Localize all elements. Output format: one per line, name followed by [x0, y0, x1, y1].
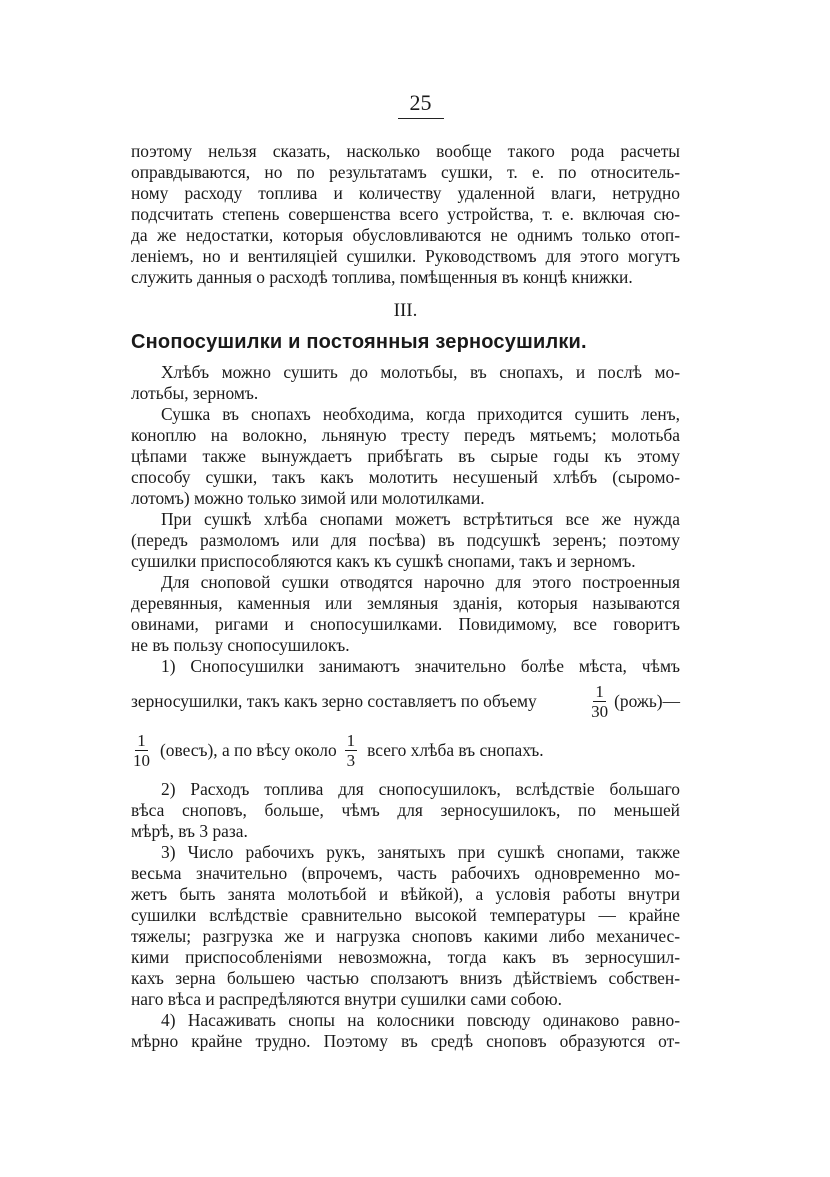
text-line: ному расходу топлива и количеству удаленной влаги, нетрудно [131, 183, 680, 203]
text-line: подсчитать степень совершенства всего устройства, т. е. включая сю- [131, 204, 680, 224]
text-line: деревянныя, каменныя или земляныя зданія, которыя называются [131, 593, 680, 613]
text-line: вѣса сноповъ, больше, чѣмъ для зерносушилокъ, по меньшей [131, 800, 680, 820]
list-item-4 [131, 1010, 680, 1052]
book-page [131, 88, 680, 1052]
fraction-denominator: 30 [591, 701, 609, 721]
text-line: оправдываются, но по результатамъ сушки, т. е. по относитель- [131, 162, 680, 182]
list-item-3 [131, 842, 680, 1010]
fraction-one-tenth [131, 731, 152, 770]
text-line: Сушка въ снопахъ необходима, когда приходится сушить ленъ, [161, 404, 680, 424]
text-line: сушилки вслѣдствіе сравнительно высокой температуры — крайне [131, 905, 680, 925]
text-line-with-fraction [131, 679, 680, 723]
text-line: коноплю на волокно, льняную тресту передъ мятьемъ; молотьба [131, 425, 680, 445]
paragraph [131, 362, 680, 404]
text-span: зерносушилки, такъ какъ зерно составляетъ по объему [131, 690, 537, 711]
section-title: Снопосушилки и постоянныя зерносушилки. [131, 331, 587, 353]
paragraph [131, 509, 680, 572]
text-line: мѣрно крайне трудно. Поэтому въ средѣ сноповъ образуются от- [131, 1031, 680, 1051]
text-line: наго вѣса и распредѣляются внутри сушилки сами собою. [131, 989, 562, 1009]
text-line: служить данныя о расходѣ топлива, помѣщенныя въ концѣ книжки. [131, 267, 633, 287]
fraction-one-third [345, 731, 358, 770]
text-line: жетъ быть занята молотьбой и вѣйкой), а условія работы внутри [131, 884, 680, 904]
text-span: (рожь)— [614, 690, 680, 711]
paragraph [131, 404, 680, 509]
text-line: 1) Снопосушилки занимаютъ значительно болѣе мѣста, чѣмъ [161, 656, 680, 676]
text-line-with-fraction [131, 727, 680, 773]
text-line: 4) Насаживать снопы на колосники повсюду одинаково равно- [161, 1010, 680, 1030]
text-span: всего хлѣба въ снопахъ. [367, 739, 544, 760]
fraction-denominator: 10 [133, 750, 150, 770]
text-line: овинами, ригами и снопосушилками. Повидимому, все говоритъ [131, 614, 680, 634]
text-line: не въ пользу снопосушилокъ. [131, 635, 350, 655]
text-line: Для сноповой сушки отводятся нарочно для этого построенныя [161, 572, 680, 592]
page-number: 25 [161, 88, 680, 119]
list-item-2 [131, 779, 680, 842]
text-line: весьма значительно (впрочемъ, часть рабочихъ одновременно мо- [131, 863, 680, 883]
text-span: (овесъ), а по вѣсу около [160, 739, 337, 760]
text-line: цѣпами также вынуждаетъ прибѣгать въ сырые годы къ этому [131, 446, 680, 466]
text-line: Хлѣбъ можно сушить до молотьбы, въ снопахъ, и послѣ мо- [161, 362, 680, 382]
fraction-one-thirtieth [589, 682, 610, 721]
text-line: (передъ размоломъ или для посѣва) въ подсушкѣ зеренъ; поэтому [131, 530, 680, 550]
text-line: 3) Число рабочихъ рукъ, занятыхъ при сушкѣ снопами, также [161, 842, 680, 862]
text-line: лотомъ) можно только зимой или молотилками. [131, 488, 485, 508]
text-line: тяжелы; разгрузка же и нагрузка сноповъ какими либо механичес- [131, 926, 680, 946]
paragraph-continuation [131, 141, 680, 288]
text-line: кахъ зерна большею частью сползаютъ внизъ дѣйствіемъ собствен- [131, 968, 680, 988]
text-line: да же недостатки, которыя обусловливаются не однимъ только отоп- [131, 225, 680, 245]
text-line: сушилки приспособляются какъ къ сушкѣ снопами, такъ и зерномъ. [131, 551, 636, 571]
text-line: леніемъ, но и вентиляціей сушилки. Руководствомъ для этого могутъ [131, 246, 680, 266]
text-line: кими приспособленіями невозможна, тогда какъ въ зерносушил- [131, 947, 680, 967]
text-line: лотьбы, зерномъ. [131, 383, 259, 403]
fraction-numerator: 1 [137, 730, 146, 750]
section-number: III. [393, 300, 418, 321]
fraction-denominator: 3 [346, 750, 356, 770]
fraction-numerator: 1 [346, 730, 356, 750]
text-line: способу сушки, такъ какъ молотить несушеный хлѣбъ (сыромо- [131, 467, 680, 487]
text-line: При сушкѣ хлѣба снопами можетъ встрѣтиться все же нужда [161, 509, 680, 529]
fraction-numerator: 1 [595, 681, 604, 701]
text-line: мѣрѣ, въ 3 раза. [131, 821, 248, 841]
list-item-1 [131, 656, 680, 773]
text-line: 2) Расходъ топлива для снопосушилокъ, вслѣдствіе большаго [161, 779, 680, 799]
text-line: поэтому нельзя сказать, насколько вообще такого рода расчеты [131, 141, 680, 161]
paragraph [131, 572, 680, 656]
